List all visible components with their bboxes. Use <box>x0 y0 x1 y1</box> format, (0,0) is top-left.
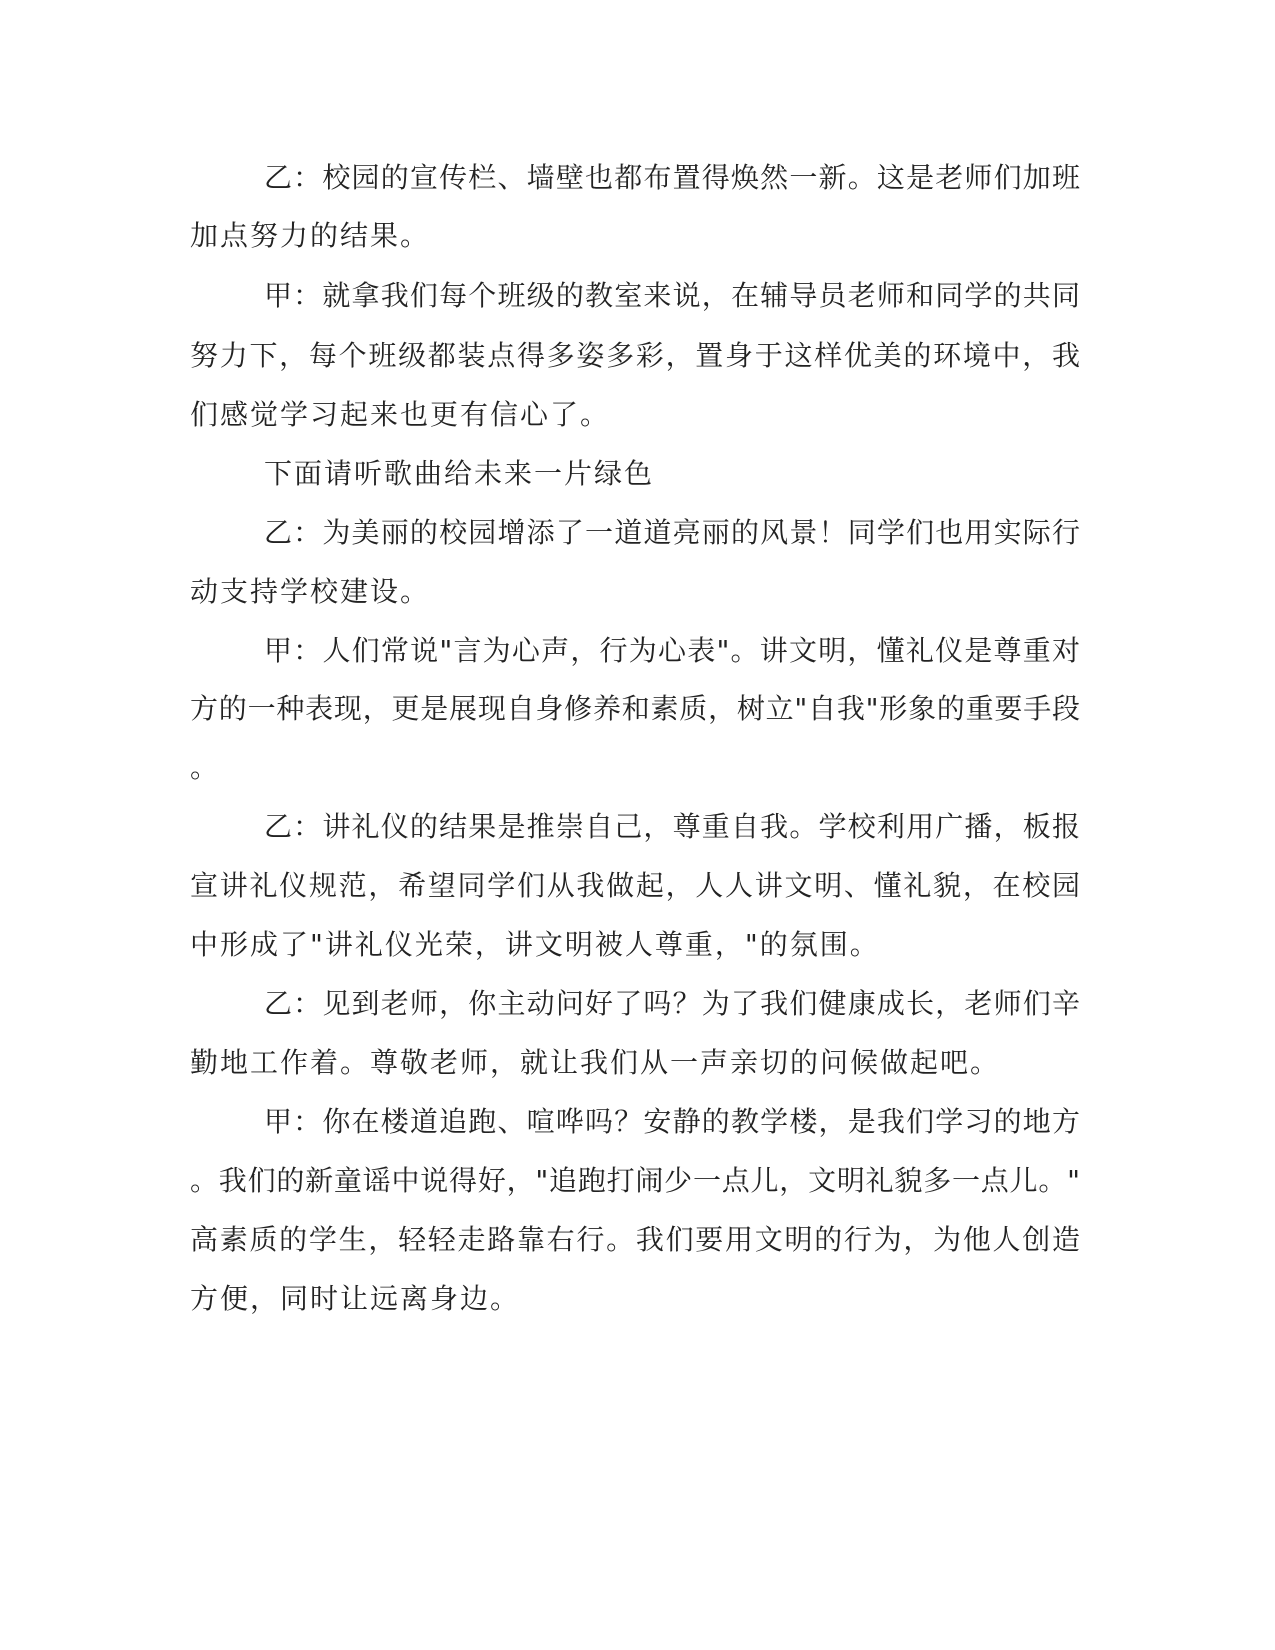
text-line: 。 <box>190 751 221 784</box>
text-line: 乙：校园的宣传栏、墙壁也都布置得焕然一新。这是老师们加班 <box>264 161 1080 194</box>
text-line: 甲：你在楼道追跑、喧哗吗？安静的教学楼，是我们学习的地方 <box>264 1105 1080 1138</box>
text-line: 乙：见到老师，你主动问好了吗？为了我们健康成长，老师们辛 <box>264 987 1080 1020</box>
text-line: 努力下，每个班级都装点得多姿多彩，置身于这样优美的环境中，我 <box>190 339 1080 372</box>
text-line: 乙：讲礼仪的结果是推崇自己，尊重自我。学校利用广播，板报 <box>264 810 1080 843</box>
text-line: 宣讲礼仪规范，希望同学们从我做起，人人讲文明、懂礼貌，在校园 <box>190 869 1080 902</box>
text-line: 甲：人们常说"言为心声，行为心表"。讲文明，懂礼仪是尊重对 <box>264 634 1080 667</box>
text-line: 方的一种表现，更是展现自身修养和素质，树立"自我"形象的重要手段 <box>190 692 1080 725</box>
text-line: 高素质的学生，轻轻走路靠右行。我们要用文明的行为，为他人创造 <box>190 1223 1080 1256</box>
text-line: 甲：就拿我们每个班级的教室来说，在辅导员老师和同学的共同 <box>264 279 1080 312</box>
text-line: 中形成了"讲礼仪光荣，讲文明被人尊重，"的氛围。 <box>190 928 880 961</box>
text-line: 动支持学校建设。 <box>190 575 431 608</box>
text-line: 。我们的新童谣中说得好，"追跑打闹少一点儿，文明礼貌多一点儿。" <box>190 1164 1080 1197</box>
text-line: 下面请听歌曲给未来一片绿色 <box>264 457 655 490</box>
text-line: 们感觉学习起来也更有信心了。 <box>190 398 611 431</box>
text-line: 加点努力的结果。 <box>190 219 431 252</box>
text-line: 勤地工作着。尊敬老师，就让我们从一声亲切的问候做起吧。 <box>190 1046 1001 1079</box>
text-line: 方便，同时让远离身边。 <box>190 1282 521 1315</box>
text-line: 乙：为美丽的校园增添了一道道亮丽的风景！同学们也用实际行 <box>264 516 1080 549</box>
